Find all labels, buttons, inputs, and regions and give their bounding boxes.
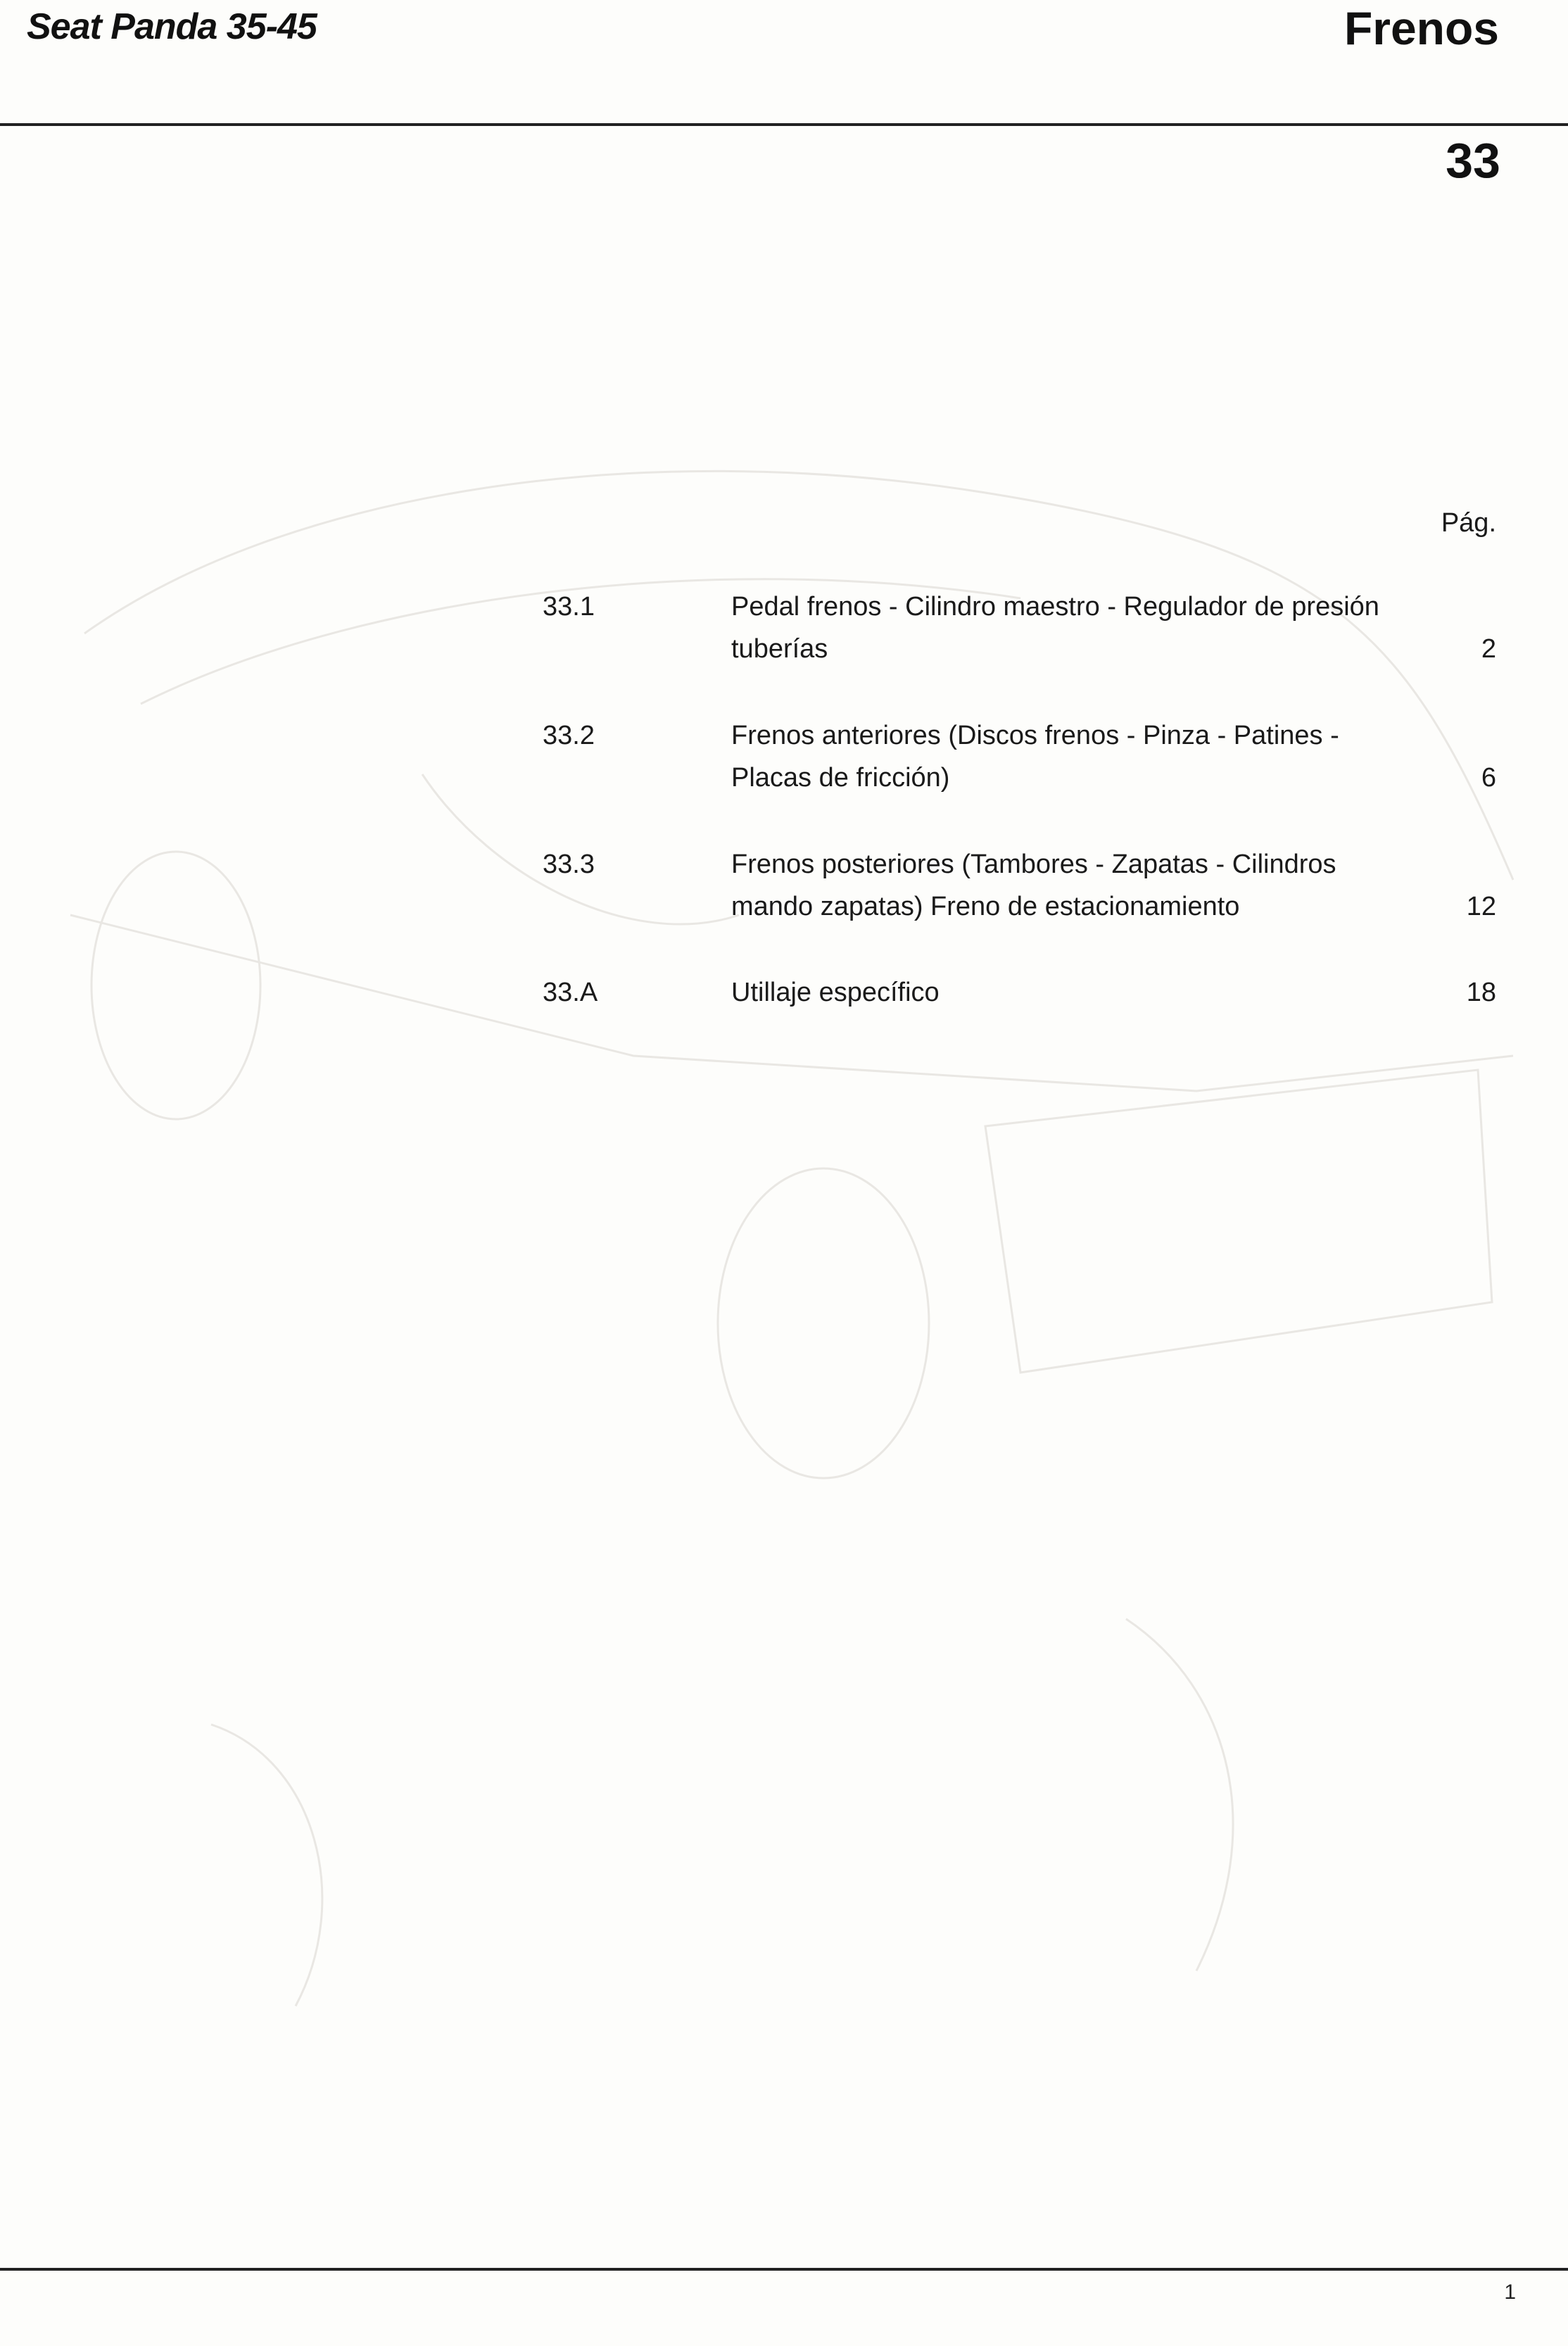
toc-entry-title: Utillaje específico — [731, 978, 940, 1007]
manual-model-title: Seat Panda 35-45 — [27, 6, 317, 47]
toc-entry-page: 12 — [1466, 892, 1496, 921]
page-column-label: Pág. — [1441, 508, 1496, 538]
toc-entry-number: 33.3 — [543, 850, 595, 879]
toc-entry-page: 18 — [1466, 978, 1496, 1007]
section-title: Frenos — [1343, 2, 1499, 54]
chapter-number: 33 — [1446, 133, 1500, 188]
toc-entry-number: 33.1 — [543, 592, 595, 622]
toc-entry-page: 2 — [1481, 634, 1496, 664]
header-divider — [0, 123, 1568, 126]
toc-entry-number: 33.2 — [543, 721, 595, 750]
toc-entry-title: Frenos posteriores (Tambores - Zapatas - Cilindros mando zapatas) Freno de estacionamiento — [731, 850, 1336, 921]
toc-entry-number: 33.A — [543, 978, 598, 1007]
toc-entry-title: Pedal frenos - Cilindro maestro - Regulador de presión tuberías — [731, 592, 1379, 664]
toc-entry-page: 6 — [1481, 763, 1496, 793]
footer-divider — [0, 2268, 1568, 2271]
toc-entry-title: Frenos anteriores (Discos frenos - Pinza - Patines - Placas de fricción) — [731, 721, 1339, 793]
footer-page-number: 1 — [1504, 2281, 1516, 2304]
